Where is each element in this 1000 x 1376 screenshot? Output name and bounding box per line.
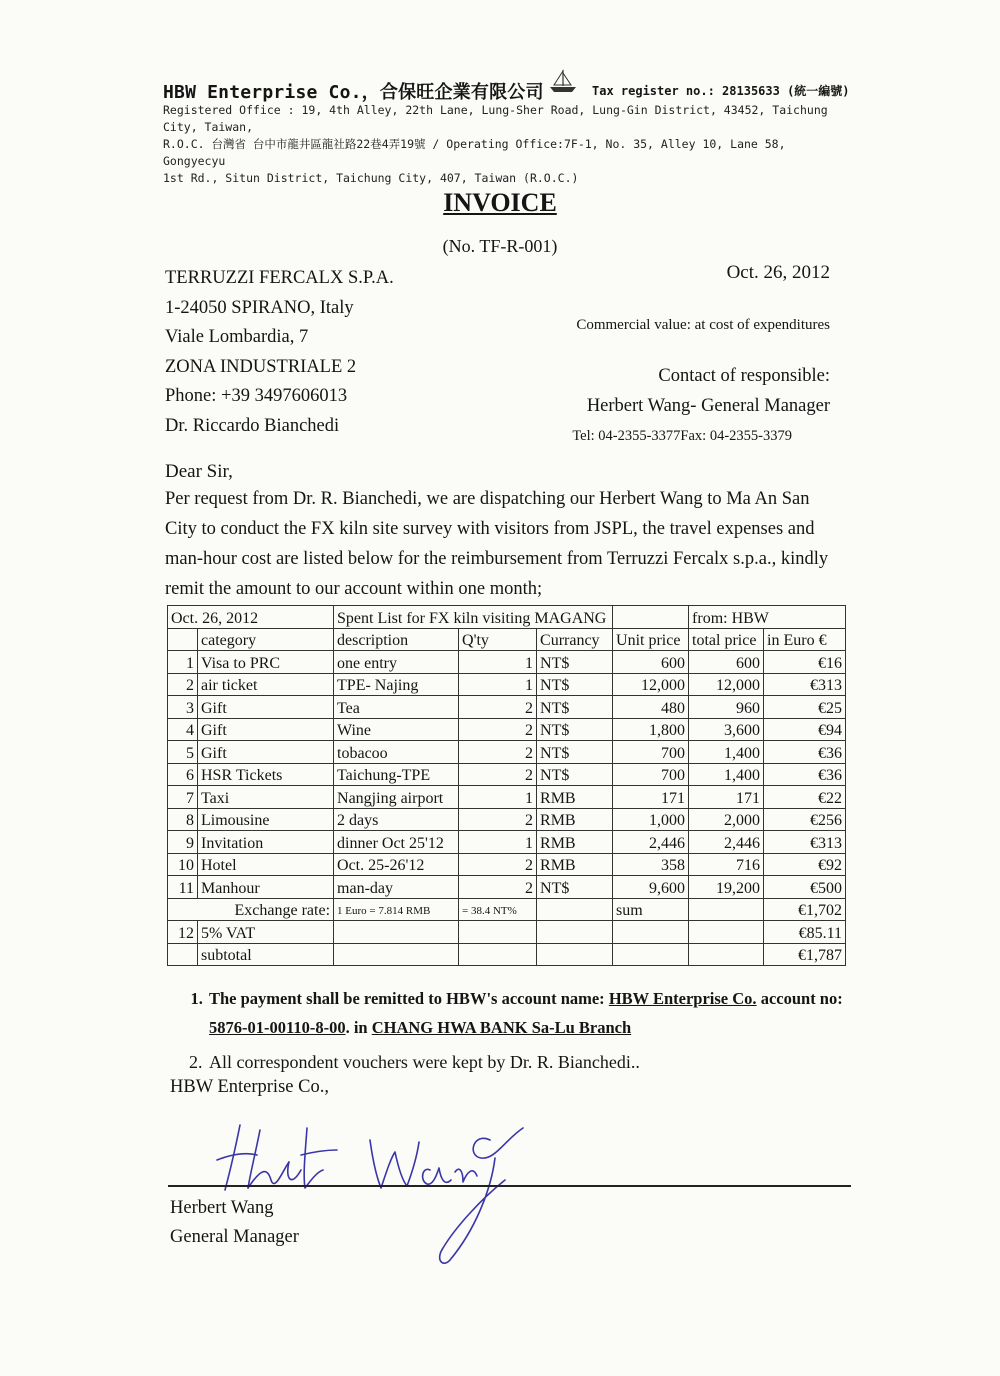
table-row [168,696,846,719]
recipient-line: Dr. Riccardo Bianchedi [165,415,340,436]
empty-cell [689,898,764,921]
row-euro: €92 [764,853,846,876]
row-unit-price: 171 [613,786,689,809]
row-description: one entry [334,651,459,674]
row-unit-price: 12,000 [613,673,689,696]
sum-label: sum [613,898,689,921]
row-qty: 2 [459,853,537,876]
row-total-price: 960 [689,696,764,719]
row-currency: NT$ [537,741,613,764]
row-category: Hotel [198,853,334,876]
header-number [168,628,198,651]
row-category: air ticket [198,673,334,696]
account-name: HBW Enterprise Co. [608,989,757,1008]
table-row [168,808,846,831]
row-description: Taichung-TPE [334,763,459,786]
row-total-price: 2,000 [689,808,764,831]
table-row [168,763,846,786]
note-text: account no: [756,989,843,1008]
recipient-block [165,264,394,441]
header-total-price: total price [689,628,764,651]
row-unit-price: 358 [613,853,689,876]
empty-cell [537,921,613,944]
contact-heading: Contact of responsible: [658,366,830,386]
recipient-line: ZONA INDUSTRIALE 2 [165,356,357,377]
row-currency: NT$ [537,651,613,674]
row-currency: NT$ [537,696,613,719]
row-currency: RMB [537,808,613,831]
subtotal-row [168,943,846,966]
exchange-rate-label: Exchange rate: [168,898,334,921]
row-currency: NT$ [537,673,613,696]
empty-cell [334,921,459,944]
contact-phones: Tel: 04-2355-3377Fax: 04-2355-3379 [572,428,792,444]
row-number: 1 [168,651,198,674]
empty-cell [537,943,613,966]
recipient-line: TERRUZZI FERCALX S.P.A. [165,268,394,288]
bank-name: CHANG HWA BANK Sa-Lu Branch [371,1018,632,1037]
address-line: 1st Rd., Situn District, Taichung City, 407, Taiwan (R.O.C.) [163,171,579,185]
row-total-price: 716 [689,853,764,876]
table-top-title: Spent List for FX kiln visiting MAGANG [334,606,613,629]
exchange-rate-nt: = 38.4 NT% [459,898,537,921]
row-currency: NT$ [537,876,613,899]
row-euro: €25 [764,696,846,719]
invoice-title: INVOICE [443,188,557,217]
row-description: dinner Oct 25'12 [334,831,459,854]
letter-body: Per request from Dr. R. Bianchedi, we are dispatching our Herbert Wang to Ma An San City to conduct the FX kiln site survey with visitors from JSPL, the travel expenses and man-hour cost are listed below for the reimbursement from Terruzzi Fercalx s.p.a., kindly remit the amount to our account within one month; [165,489,829,599]
table-top-spacer [613,606,689,629]
row-unit-price: 1,800 [613,718,689,741]
row-number: 10 [168,853,198,876]
recipient-line: Phone: +39 3497606013 [165,386,348,406]
row-qty: 2 [459,808,537,831]
empty-cell [459,921,537,944]
row-description: TPE- Najing [334,673,459,696]
table-row [168,741,846,764]
row-description: tobacoo [334,741,459,764]
row-total-price: 171 [689,786,764,809]
header-unit-price: Unit price [613,628,689,651]
row-euro: €313 [764,673,846,696]
header-category: category [198,628,334,651]
row-qty: 1 [459,831,537,854]
row-category: HSR Tickets [198,763,334,786]
row-number: 8 [168,808,198,831]
row-category: Invitation [198,831,334,854]
table-row [168,673,846,696]
signatory-name: Herbert Wang [170,1198,274,1218]
row-number: 11 [168,876,198,899]
row-category: Manhour [198,876,334,899]
empty-cell [334,943,459,966]
closing-company: HBW Enterprise Co., [170,1077,329,1097]
row-qty: 2 [459,763,537,786]
letterhead-company: HBW Enterprise Co.，合保旺企業有限公司 [163,82,544,103]
recipient-line: Viale Lombardia, 7 [165,327,309,347]
row-qty: 2 [459,718,537,741]
table-row [168,831,846,854]
row-unit-price: 480 [613,696,689,719]
address-line: Registered Office : 19, 4th Alley, 22th Lane, Lung-Sher Road, Lung-Gin District, 43452, Taichung City, Taiwan, [163,103,828,134]
row-total-price: 1,400 [689,763,764,786]
row-euro: €36 [764,741,846,764]
row-total-price: 1,400 [689,741,764,764]
row-euro: €313 [764,831,846,854]
row-unit-price: 700 [613,741,689,764]
recipient-line: 1-24050 SPIRANO, Italy [165,297,354,318]
header-description: description [334,628,459,651]
empty-cell [613,921,689,944]
row-currency: RMB [537,831,613,854]
row-number: 6 [168,763,198,786]
row-unit-price: 700 [613,763,689,786]
row-unit-price: 9,600 [613,876,689,899]
row-qty: 1 [459,651,537,674]
sum-value: €1,702 [764,898,846,921]
payment-notes [175,984,867,1077]
row-category: Visa to PRC [198,651,334,674]
vat-row [168,921,846,944]
row-unit-price: 2,446 [613,831,689,854]
header-euro: in Euro € [764,628,846,651]
subtotal-value: €1,787 [764,943,846,966]
row-currency: RMB [537,786,613,809]
table-row [168,853,846,876]
note-text: The payment shall be remitted to HBW's account name: [209,989,609,1008]
header-currency: Currancy [537,628,613,651]
invoice-number: (No. TF-R-001) [442,236,558,256]
vat-number: 12 [168,921,198,944]
row-number: 4 [168,718,198,741]
exchange-rate-rmb: 1 Euro = 7.814 RMB [334,898,459,921]
row-total-price: 12,000 [689,673,764,696]
row-category: Gift [198,718,334,741]
empty-cell [459,943,537,966]
row-qty: 1 [459,786,537,809]
row-description: Tea [334,696,459,719]
contact-name: Herbert Wang- General Manager [586,396,830,416]
empty-cell [613,943,689,966]
letterhead-tax-register: Tax register no.: 28135633 (統一編號) [592,84,850,98]
row-description: Wine [334,718,459,741]
row-total-price: 3,600 [689,718,764,741]
row-number: 7 [168,786,198,809]
note-payment [207,984,867,1042]
row-euro: €16 [764,651,846,674]
letterhead-address [163,102,853,187]
account-number: 5876-01-00110-8-00 [209,1018,346,1037]
signatory-title: General Manager [170,1227,299,1247]
table-top-from: from: HBW [689,606,846,629]
empty-cell [537,898,613,921]
row-description: man-day [334,876,459,899]
row-total-price: 2,446 [689,831,764,854]
expense-table [167,605,846,966]
row-description: Oct. 25-26'12 [334,853,459,876]
row-unit-price: 1,000 [613,808,689,831]
table-row [168,786,846,809]
row-qty: 2 [459,741,537,764]
subtotal-label: subtotal [198,943,334,966]
commercial-value: Commercial value: at cost of expenditures [576,317,830,333]
row-qty: 2 [459,696,537,719]
row-qty: 2 [459,876,537,899]
invoice-date: Oct. 26, 2012 [726,262,830,283]
table-row [168,651,846,674]
row-euro: €500 [764,876,846,899]
empty-cell [168,943,198,966]
row-euro: €256 [764,808,846,831]
row-description: Nangjing airport [334,786,459,809]
row-number: 3 [168,696,198,719]
exchange-rate-row [168,898,846,921]
row-number: 2 [168,673,198,696]
row-number: 9 [168,831,198,854]
table-top-date: Oct. 26, 2012 [168,606,334,629]
row-total-price: 600 [689,651,764,674]
row-euro: €22 [764,786,846,809]
signature-line [168,1185,851,1187]
row-number: 5 [168,741,198,764]
row-category: Gift [198,741,334,764]
row-currency: NT$ [537,718,613,741]
row-currency: RMB [537,853,613,876]
note-text: . in [345,1018,372,1037]
table-row [168,876,846,899]
empty-cell [689,921,764,944]
table-row [168,718,846,741]
row-category: Gift [198,696,334,719]
ship-logo-icon [548,68,578,94]
row-category: Taxi [198,786,334,809]
vat-label: 5% VAT [198,921,334,944]
empty-cell [689,943,764,966]
table-header-top [168,606,846,629]
row-qty: 1 [459,673,537,696]
vat-value: €85.11 [764,921,846,944]
header-qty: Q'ty [459,628,537,651]
row-euro: €94 [764,718,846,741]
row-euro: €36 [764,763,846,786]
address-line: R.O.C. 台灣省 台中市龍井區龍社路22巷4弄19號 / Operating Office:7F-1, No. 35, Alley 10, Lane 58, Gongyecyu [163,137,786,168]
row-description: 2 days [334,808,459,831]
salutation: Dear Sir, [165,461,233,482]
note-vouchers: 2. All correspondent vouchers were kept by Dr. R. Bianchedi.. [207,1048,867,1077]
row-total-price: 19,200 [689,876,764,899]
row-unit-price: 600 [613,651,689,674]
row-currency: NT$ [537,763,613,786]
table-column-headers [168,628,846,651]
row-category: Limousine [198,808,334,831]
